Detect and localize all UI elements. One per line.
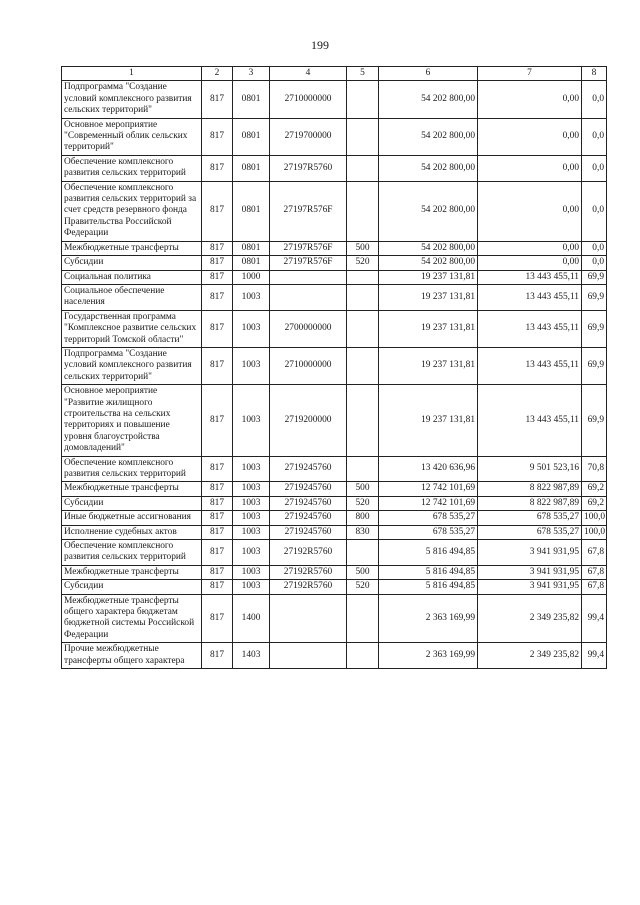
percent-cell: 0,0	[582, 256, 607, 270]
executed-amount-cell: 8 822 987,89	[478, 496, 582, 510]
approved-amount-cell: 5 816 494,85	[379, 580, 478, 594]
percent-cell: 69,2	[582, 482, 607, 496]
table-row	[62, 241, 607, 255]
table-row	[62, 565, 607, 579]
row-name-cell: Государственная программа "Комплексное развитие сельских территорий Томской области"	[62, 310, 202, 347]
chapter-code-cell: 817	[202, 310, 233, 347]
executed-amount-cell: 13 443 455,11	[478, 385, 582, 456]
column-header: 8	[582, 67, 607, 81]
approved-amount-cell: 678 535,27	[379, 511, 478, 525]
chapter-code-cell: 817	[202, 241, 233, 255]
chapter-code-cell: 817	[202, 347, 233, 384]
executed-amount-cell: 9 501 523,16	[478, 456, 582, 482]
executed-amount-cell: 678 535,27	[478, 525, 582, 539]
target-article-cell: 27197R576F	[270, 241, 347, 255]
executed-amount-cell: 0,00	[478, 241, 582, 255]
executed-amount-cell: 2 349 235,82	[478, 594, 582, 643]
expense-type-cell	[347, 347, 379, 384]
chapter-code-cell: 817	[202, 482, 233, 496]
target-article-cell: 27197R576F	[270, 181, 347, 241]
chapter-code-cell: 817	[202, 118, 233, 155]
target-article-cell: 2719200000	[270, 385, 347, 456]
section-code-cell: 1003	[233, 511, 270, 525]
target-article-cell	[270, 594, 347, 643]
section-code-cell: 1003	[233, 580, 270, 594]
table-row	[62, 118, 607, 155]
target-article-cell: 2719245760	[270, 496, 347, 510]
target-article-cell: 27197R5760	[270, 155, 347, 181]
table-row	[62, 456, 607, 482]
column-header: 4	[270, 67, 347, 81]
percent-cell: 0,0	[582, 118, 607, 155]
approved-amount-cell: 54 202 800,00	[379, 241, 478, 255]
expense-type-cell	[347, 284, 379, 310]
table-row	[62, 155, 607, 181]
executed-amount-cell: 0,00	[478, 118, 582, 155]
percent-cell: 69,2	[582, 496, 607, 510]
expense-type-cell: 520	[347, 256, 379, 270]
section-code-cell: 0801	[233, 118, 270, 155]
expense-type-cell: 500	[347, 482, 379, 496]
chapter-code-cell: 817	[202, 525, 233, 539]
section-code-cell: 1003	[233, 385, 270, 456]
chapter-code-cell: 817	[202, 456, 233, 482]
target-article-cell: 27192R5760	[270, 565, 347, 579]
section-code-cell: 0801	[233, 155, 270, 181]
column-header: 2	[202, 67, 233, 81]
executed-amount-cell: 0,00	[478, 181, 582, 241]
row-name-cell: Субсидии	[62, 496, 202, 510]
row-name-cell: Социальная политика	[62, 270, 202, 284]
row-name-cell: Межбюджетные трансферты	[62, 565, 202, 579]
approved-amount-cell: 12 742 101,69	[379, 496, 478, 510]
row-name-cell: Обеспечение комплексного развития сельских территорий	[62, 155, 202, 181]
approved-amount-cell: 19 237 131,81	[379, 310, 478, 347]
table-row	[62, 511, 607, 525]
row-name-cell: Прочие межбюджетные трансферты общего характера	[62, 643, 202, 669]
table-row	[62, 270, 607, 284]
chapter-code-cell: 817	[202, 181, 233, 241]
section-code-cell: 1400	[233, 594, 270, 643]
percent-cell: 69,9	[582, 385, 607, 456]
expense-type-cell	[347, 456, 379, 482]
table-row	[62, 81, 607, 118]
expense-type-cell: 500	[347, 241, 379, 255]
approved-amount-cell: 54 202 800,00	[379, 181, 478, 241]
approved-amount-cell: 54 202 800,00	[379, 256, 478, 270]
column-header: 7	[478, 67, 582, 81]
approved-amount-cell: 19 237 131,81	[379, 270, 478, 284]
chapter-code-cell: 817	[202, 643, 233, 669]
executed-amount-cell: 13 443 455,11	[478, 284, 582, 310]
table-row	[62, 594, 607, 643]
target-article-cell: 2700000000	[270, 310, 347, 347]
target-article-cell: 27192R5760	[270, 580, 347, 594]
expense-type-cell	[347, 118, 379, 155]
row-name-cell: Иные бюджетные ассигнования	[62, 511, 202, 525]
expense-type-cell	[347, 270, 379, 284]
expense-type-cell	[347, 385, 379, 456]
chapter-code-cell: 817	[202, 496, 233, 510]
percent-cell: 100,0	[582, 525, 607, 539]
approved-amount-cell: 678 535,27	[379, 525, 478, 539]
percent-cell: 0,0	[582, 241, 607, 255]
target-article-cell	[270, 284, 347, 310]
row-name-cell: Подпрограмма "Создание условий комплексного развития сельских территорий"	[62, 81, 202, 118]
row-name-cell: Субсидии	[62, 256, 202, 270]
row-name-cell: Социальное обеспечение населения	[62, 284, 202, 310]
executed-amount-cell: 678 535,27	[478, 511, 582, 525]
target-article-cell: 2710000000	[270, 347, 347, 384]
row-name-cell: Субсидии	[62, 580, 202, 594]
chapter-code-cell: 817	[202, 81, 233, 118]
target-article-cell: 27197R576F	[270, 256, 347, 270]
percent-cell: 67,8	[582, 565, 607, 579]
percent-cell: 69,9	[582, 347, 607, 384]
chapter-code-cell: 817	[202, 594, 233, 643]
column-header: 3	[233, 67, 270, 81]
row-name-cell: Обеспечение комплексного развития сельских территорий за счет средств резервного фонда Правительства Российской Федерации	[62, 181, 202, 241]
row-name-cell: Межбюджетные трансферты	[62, 482, 202, 496]
chapter-code-cell: 817	[202, 284, 233, 310]
section-code-cell: 1003	[233, 565, 270, 579]
section-code-cell: 1003	[233, 284, 270, 310]
executed-amount-cell: 3 941 931,95	[478, 580, 582, 594]
executed-amount-cell: 0,00	[478, 81, 582, 118]
table-row	[62, 284, 607, 310]
section-code-cell: 1003	[233, 347, 270, 384]
table-header-row	[62, 67, 607, 81]
target-article-cell: 2710000000	[270, 81, 347, 118]
row-name-cell: Обеспечение комплексного развития сельских территорий	[62, 540, 202, 566]
table-row	[62, 482, 607, 496]
approved-amount-cell: 19 237 131,81	[379, 284, 478, 310]
target-article-cell	[270, 643, 347, 669]
section-code-cell: 0801	[233, 181, 270, 241]
table-row	[62, 643, 607, 669]
approved-amount-cell: 13 420 636,96	[379, 456, 478, 482]
expense-type-cell: 520	[347, 496, 379, 510]
section-code-cell: 1403	[233, 643, 270, 669]
percent-cell: 100,0	[582, 511, 607, 525]
expense-type-cell: 800	[347, 511, 379, 525]
expense-type-cell	[347, 310, 379, 347]
expense-type-cell	[347, 81, 379, 118]
approved-amount-cell: 5 816 494,85	[379, 540, 478, 566]
executed-amount-cell: 13 443 455,11	[478, 347, 582, 384]
section-code-cell: 0801	[233, 256, 270, 270]
percent-cell: 69,9	[582, 284, 607, 310]
target-article-cell: 2719245760	[270, 482, 347, 496]
approved-amount-cell: 2 363 169,99	[379, 594, 478, 643]
approved-amount-cell: 12 742 101,69	[379, 482, 478, 496]
chapter-code-cell: 817	[202, 580, 233, 594]
table-row	[62, 580, 607, 594]
expense-type-cell	[347, 181, 379, 241]
chapter-code-cell: 817	[202, 270, 233, 284]
percent-cell: 99,4	[582, 643, 607, 669]
expense-type-cell	[347, 594, 379, 643]
table-row	[62, 385, 607, 456]
chapter-code-cell: 817	[202, 385, 233, 456]
approved-amount-cell: 54 202 800,00	[379, 118, 478, 155]
chapter-code-cell: 817	[202, 256, 233, 270]
percent-cell: 0,0	[582, 181, 607, 241]
executed-amount-cell: 2 349 235,82	[478, 643, 582, 669]
executed-amount-cell: 3 941 931,95	[478, 540, 582, 566]
section-code-cell: 1003	[233, 540, 270, 566]
column-header: 1	[62, 67, 202, 81]
target-article-cell: 2719245760	[270, 511, 347, 525]
percent-cell: 0,0	[582, 81, 607, 118]
table-row	[62, 256, 607, 270]
chapter-code-cell: 817	[202, 155, 233, 181]
expense-type-cell	[347, 540, 379, 566]
section-code-cell: 1003	[233, 496, 270, 510]
target-article-cell: 2719245760	[270, 525, 347, 539]
percent-cell: 69,9	[582, 310, 607, 347]
section-code-cell: 1003	[233, 310, 270, 347]
row-name-cell: Основное мероприятие "Современный облик сельских территорий"	[62, 118, 202, 155]
chapter-code-cell: 817	[202, 565, 233, 579]
executed-amount-cell: 0,00	[478, 155, 582, 181]
percent-cell: 70,8	[582, 456, 607, 482]
approved-amount-cell: 19 237 131,81	[379, 347, 478, 384]
row-name-cell: Обеспечение комплексного развития сельских территорий	[62, 456, 202, 482]
section-code-cell: 1000	[233, 270, 270, 284]
percent-cell: 0,0	[582, 155, 607, 181]
approved-amount-cell: 19 237 131,81	[379, 385, 478, 456]
chapter-code-cell: 817	[202, 511, 233, 525]
percent-cell: 99,4	[582, 594, 607, 643]
row-name-cell: Межбюджетные трансферты	[62, 241, 202, 255]
table-row	[62, 540, 607, 566]
percent-cell: 67,8	[582, 540, 607, 566]
expense-type-cell: 500	[347, 565, 379, 579]
percent-cell: 69,9	[582, 270, 607, 284]
expense-type-cell: 520	[347, 580, 379, 594]
approved-amount-cell: 54 202 800,00	[379, 81, 478, 118]
row-name-cell: Исполнение судебных актов	[62, 525, 202, 539]
row-name-cell: Межбюджетные трансферты общего характера бюджетам бюджетной системы Российской Федерации	[62, 594, 202, 643]
section-code-cell: 0801	[233, 81, 270, 118]
chapter-code-cell: 817	[202, 540, 233, 566]
row-name-cell: Подпрограмма "Создание условий комплексного развития сельских территорий"	[62, 347, 202, 384]
section-code-cell: 0801	[233, 241, 270, 255]
table-row	[62, 310, 607, 347]
section-code-cell: 1003	[233, 482, 270, 496]
column-header: 6	[379, 67, 478, 81]
table-row	[62, 347, 607, 384]
executed-amount-cell: 13 443 455,11	[478, 270, 582, 284]
section-code-cell: 1003	[233, 525, 270, 539]
executed-amount-cell: 8 822 987,89	[478, 482, 582, 496]
percent-cell: 67,8	[582, 580, 607, 594]
table-row	[62, 525, 607, 539]
budget-table	[61, 66, 607, 669]
executed-amount-cell: 13 443 455,11	[478, 310, 582, 347]
column-header: 5	[347, 67, 379, 81]
expense-type-cell	[347, 643, 379, 669]
table-row	[62, 181, 607, 241]
page-number: 199	[311, 38, 329, 52]
approved-amount-cell: 5 816 494,85	[379, 565, 478, 579]
expense-type-cell: 830	[347, 525, 379, 539]
approved-amount-cell: 2 363 169,99	[379, 643, 478, 669]
expense-type-cell	[347, 155, 379, 181]
row-name-cell: Основное мероприятие "Развитие жилищного строительства на сельских территориях и повышение уровня благоустройства домовладений"	[62, 385, 202, 456]
target-article-cell: 2719700000	[270, 118, 347, 155]
section-code-cell: 1003	[233, 456, 270, 482]
executed-amount-cell: 0,00	[478, 256, 582, 270]
table-row	[62, 496, 607, 510]
target-article-cell: 27192R5760	[270, 540, 347, 566]
target-article-cell	[270, 270, 347, 284]
target-article-cell: 2719245760	[270, 456, 347, 482]
executed-amount-cell: 3 941 931,95	[478, 565, 582, 579]
approved-amount-cell: 54 202 800,00	[379, 155, 478, 181]
